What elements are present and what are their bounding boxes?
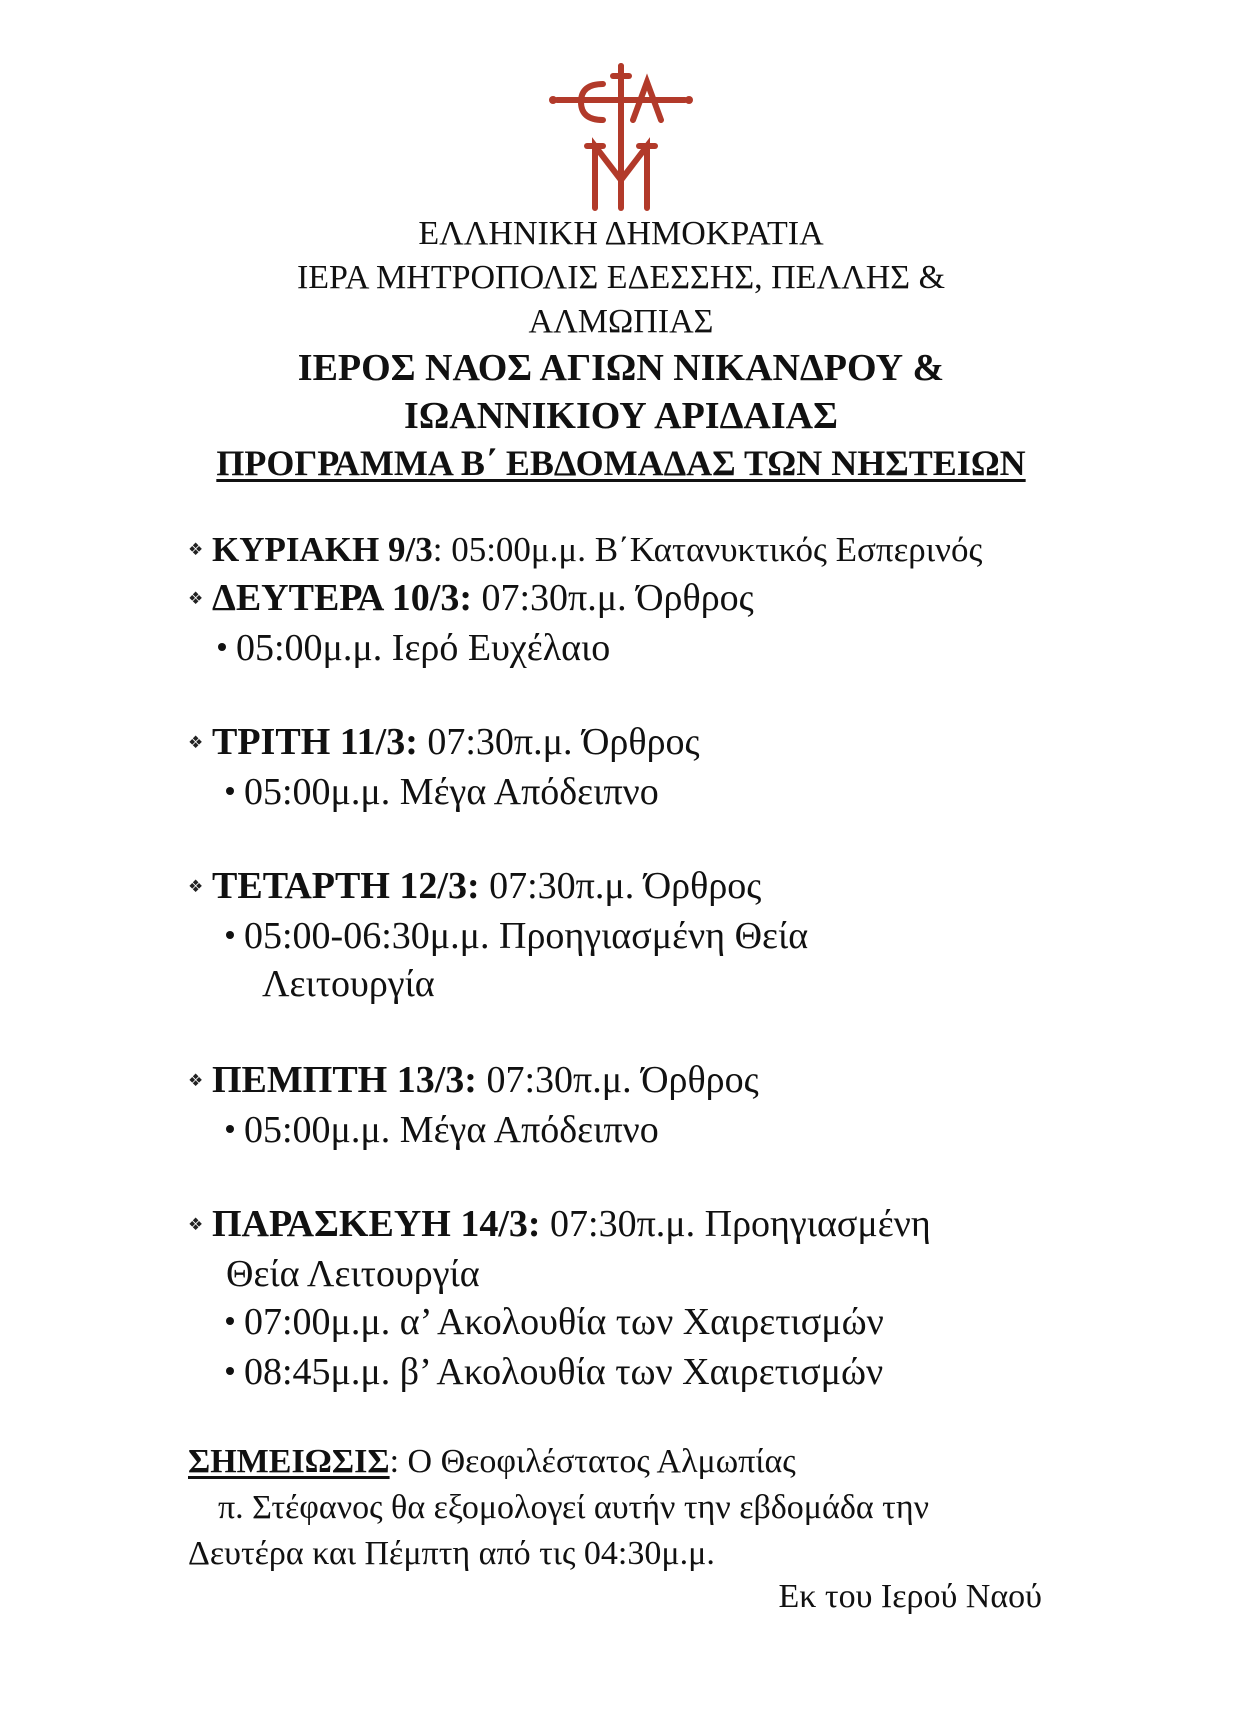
bullet-dot-icon — [226, 1317, 234, 1325]
note-line: π. Στέφανος θα εξομολογεί αυτήν την εβδομάδα την — [218, 1489, 929, 1526]
schedule-item — [188, 1200, 931, 1249]
diamond-bullet-icon: ❖ — [188, 1215, 204, 1234]
header-republic: ΕΛΛΗΝΙΚΗ ΔΗΜΟΚΡΑΤΙΑ — [418, 215, 824, 252]
schedule-text: 05:00μ.μ. Β΄Κατανυκτικός Εσπερινός — [442, 530, 983, 569]
schedule-day: ΠΑΡΑΣΚΕΥΗ 14/3: — [212, 1203, 541, 1245]
header-metropolis-cont: ΑΛΜΩΠΙΑΣ — [528, 303, 714, 340]
program-title: ΠΡΟΓΡΑΜΜΑ Β΄ ΕΒΔΟΜΑΔΑΣ ΤΩΝ ΝΗΣΤΕΙΩΝ — [216, 443, 1026, 483]
diamond-bullet-icon: ❖ — [188, 877, 204, 896]
schedule-day: ΤΕΤΑΡΤΗ 12/3: — [212, 865, 480, 907]
bullet-dot-icon — [218, 643, 226, 651]
diamond-bullet-icon: ❖ — [188, 1071, 204, 1090]
schedule-text: 07:30π.μ. Όρθρος — [479, 865, 762, 907]
note-line: Δευτέρα και Πέμπτη από τις 04:30μ.μ. — [188, 1535, 715, 1572]
header-church-name-cont: ΙΩΑΝΝΙΚΙΟΥ ΑΡΙΔΑΙΑΣ — [404, 395, 838, 437]
schedule-day: ΠΕΜΠΤΗ 13/3: — [212, 1059, 477, 1101]
monogram-cross-icon — [547, 62, 695, 212]
diamond-bullet-icon: ❖ — [188, 733, 204, 752]
schedule-sep: : — [432, 530, 443, 569]
bullet-dot-icon — [226, 931, 234, 939]
schedule-sub-item: 05:00μ.μ. Μέγα Απόδειπνο — [226, 1106, 659, 1154]
bullet-dot-icon — [226, 1367, 234, 1375]
schedule-day: ΚΥΡΙΑΚΗ 9/3 — [212, 530, 433, 569]
header-metropolis: ΙΕΡΑ ΜΗΤΡΟΠΟΛΙΣ ΕΔΕΣΣΗΣ, ΠΕΛΛΗΣ & — [296, 259, 946, 296]
schedule-item — [188, 526, 982, 574]
schedule-sub-item: 05:00μ.μ. Ιερό Ευχέλαιο — [218, 624, 610, 672]
schedule-text: 07:30π.μ. Όρθρος — [472, 577, 754, 619]
schedule-text: 07:30π.μ. Όρθρος — [417, 721, 700, 763]
schedule-item — [188, 574, 754, 623]
schedule-item — [188, 1056, 759, 1105]
signature: Εκ του Ιερού Ναού — [778, 1578, 1042, 1615]
schedule-item-cont: Θεία Λειτουργία — [226, 1253, 480, 1295]
schedule-text: 07:30π.μ. Όρθρος — [476, 1059, 759, 1101]
note-title: ΣΗΜΕΙΩΣΙΣ — [188, 1443, 390, 1480]
schedule-sub-item-cont: Λειτουργία — [262, 963, 435, 1005]
header-church-name: ΙΕΡΟΣ ΝΑΟΣ ΑΓΙΩΝ ΝΙΚΑΝΔΡΟΥ & — [297, 347, 945, 389]
schedule-day: ΤΡΙΤΗ 11/3: — [212, 721, 418, 763]
schedule-sub-item: 08:45μ.μ. β’ Ακολουθία των Χαιρετισμών — [226, 1348, 883, 1396]
schedule-item — [188, 862, 761, 911]
schedule-sub-item: 07:00μ.μ. α’ Ακολουθία των Χαιρετισμών — [226, 1298, 884, 1346]
diamond-bullet-icon: ❖ — [188, 589, 204, 608]
note-line: ΣΗΜΕΙΩΣΙΣ: Ο Θεοφιλέστατος Αλμωπίας — [188, 1443, 796, 1480]
schedule-text: 07:30π.μ. Προηγιασμένη — [540, 1203, 931, 1245]
schedule-item — [188, 718, 700, 767]
diamond-bullet-icon: ❖ — [188, 540, 204, 559]
schedule-day: ΔΕΥΤΕΡΑ 10/3: — [212, 577, 472, 619]
schedule-sub-item: 05:00-06:30μ.μ. Προηγιασμένη Θεία — [226, 912, 808, 960]
bullet-dot-icon — [226, 787, 234, 795]
schedule-sub-item: 05:00μ.μ. Μέγα Απόδειπνο — [226, 768, 659, 816]
bullet-dot-icon — [226, 1125, 234, 1133]
